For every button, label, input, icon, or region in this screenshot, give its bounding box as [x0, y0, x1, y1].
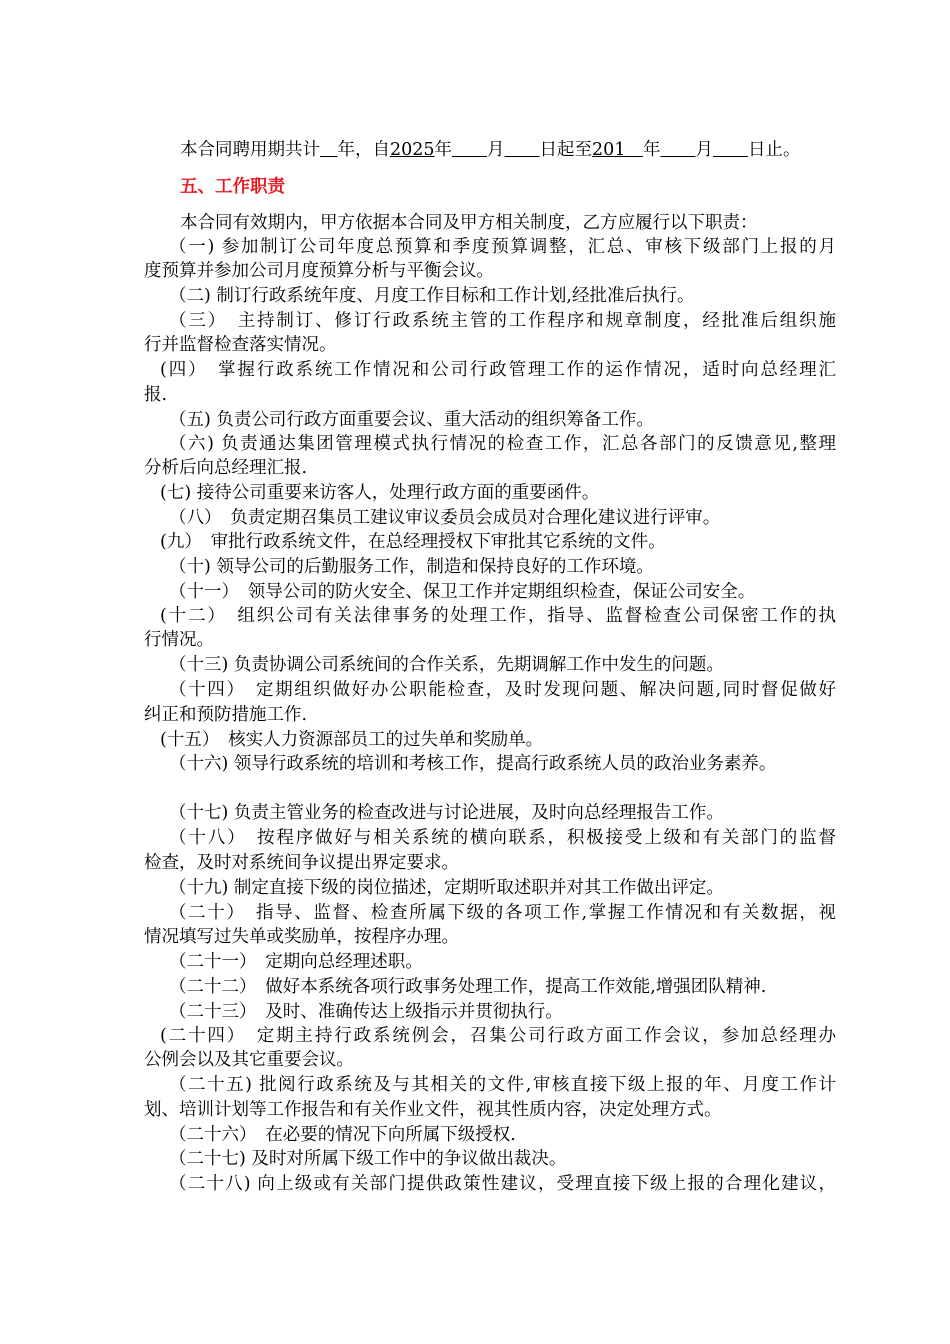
term-text: 日止。: [747, 140, 801, 160]
duty-line: （十六) 领导行政系统的培训和考核工作，提高行政系统人员的政治业务素养。: [169, 754, 777, 774]
duty-line: 行情况。: [144, 630, 214, 650]
start-year: 2025: [390, 140, 435, 160]
duty-line: 分析后向总经理汇报.: [144, 458, 308, 478]
start-month-blank: [452, 140, 487, 160]
duty-line: （十三) 负责协调公司系统间的合作关系，先期调解工作中发生的问题。: [169, 655, 724, 675]
duty-line: 情况填写过失单或奖励单，按程序办理。: [144, 927, 459, 947]
duty-line: （二) 制订行政系统年度、月度工作目标和工作计划,经批准后执行。: [169, 286, 695, 306]
term-text: 年: [642, 140, 661, 160]
duty-line: 行并监督检查落实情况。: [144, 335, 337, 355]
duty-line: （十九) 制定直接下级的岗位描述，定期听取述职并对其工作做出评定。: [169, 878, 724, 898]
end-year-blank: [625, 140, 643, 160]
term-text: 月: [487, 140, 505, 160]
duty-line: (七) 接待公司重要来访客人，处理行政方面的重要函件。: [160, 483, 600, 503]
duty-line: （八） 负责定期召集员工建议审议委员会成员对合理化建议进行评审。: [169, 508, 721, 528]
duty-line: (十五） 核实人力资源部员工的过失单和奖励单。: [160, 730, 544, 750]
term-text: 日起至: [539, 140, 593, 160]
duty-line: （一) 参加制订公司年度总预算和季度预算调整，汇总、审核下级部门上报的月: [169, 237, 836, 257]
duty-line: （十) 领导公司的后勤服务工作，制造和保持良好的工作环境。: [169, 557, 654, 577]
duty-line: （三） 主持制订、修订行政系统主管的工作程序和规章制度，经批准后组织施: [169, 311, 836, 331]
duty-line: （二十一） 定期向总经理述职。: [169, 952, 423, 972]
term-text: 本合同聘用期共计: [180, 140, 320, 160]
duty-line: （六) 负责通达集团管理模式执行情况的检查工作，汇总各部门的反馈意见,整理: [169, 434, 836, 454]
duty-line: (十二） 组织公司有关法律事务的处理工作，指导、监督检查公司保密工作的执: [160, 606, 836, 626]
duty-line: （十一） 领导公司的防火安全、保卫工作并定期组织检查，保证公司安全。: [169, 582, 756, 602]
term-years-blank: [320, 140, 338, 160]
duty-line: （十八） 按程序做好与相关系统的横向联系，积极接受上级和有关部门的监督: [169, 828, 836, 848]
duty-line: 度预算并参加公司月度预算分析与平衡会议。: [144, 261, 494, 281]
duty-line: (九） 审批行政系统文件，在总经理授权下审批其它系统的文件。: [160, 532, 666, 552]
duty-line: （十四） 定期组织做好办公职能检查，及时发现问题、解决问题,同时督促做好: [169, 680, 836, 700]
duty-line: （五) 负责公司行政方面重要会议、重大活动的组织筹备工作。: [169, 410, 654, 430]
term-text: 年: [434, 140, 453, 160]
duty-line: 本合同有效期内，甲方依据本合同及甲方相关制度，乙方应履行以下职责：: [180, 213, 758, 233]
end-year: 201: [592, 140, 626, 160]
duty-line: 公例会以及其它重要会议。: [144, 1050, 354, 1070]
duty-line: (二十四） 定期主持行政系统例会，召集公司行政方面工作会议，参加总经理办: [160, 1026, 836, 1046]
end-month-blank: [660, 140, 695, 160]
contract-term-line: [180, 138, 800, 162]
duty-line: 纠正和预防措施工作.: [144, 705, 308, 725]
duty-line: （十七) 负责主管业务的检查改进与讨论进展，及时向总经理报告工作。: [169, 803, 724, 823]
term-text: 年，自: [337, 140, 390, 160]
duty-line: （二十六） 在必要的情况下向所属下级授权.: [169, 1125, 516, 1145]
duty-line: （二十五) 批阅行政系统及与其相关的文件,审核直接下级上报的年、月度工作计: [169, 1075, 836, 1095]
duty-line: （二十） 指导、监督、检查所属下级的各项工作,掌握工作情况和有关数据，视: [169, 903, 836, 923]
section-title: 五、工作职责: [180, 177, 285, 197]
duty-line: （二十二） 做好本系统各项行政事务处理工作，提高工作效能,增强团队精神.: [169, 977, 767, 997]
duty-line: (四） 掌握行政系统工作情况和公司行政管理工作的运作情况，适时向总经理汇: [160, 360, 836, 380]
duty-line: 检查，及时对系统间争议提出界定要求。: [144, 853, 459, 873]
duty-line: （二十三） 及时、准确传达上级指示并贯彻执行。: [169, 1002, 563, 1022]
duty-line: 报.: [144, 385, 168, 405]
duty-line: （二十八) 向上级或有关部门提供政策性建议，受理直接下级上报的合理化建议，: [169, 1174, 836, 1194]
start-day-blank: [505, 140, 540, 160]
end-day-blank: [713, 140, 748, 160]
term-text: 月: [695, 140, 713, 160]
duty-line: 划、培训计划等工作报告和有关作业文件，视其性质内容，决定处理方式。: [144, 1100, 722, 1120]
duty-line: （二十七) 及时对所属下级工作中的争议做出裁决。: [169, 1149, 567, 1169]
